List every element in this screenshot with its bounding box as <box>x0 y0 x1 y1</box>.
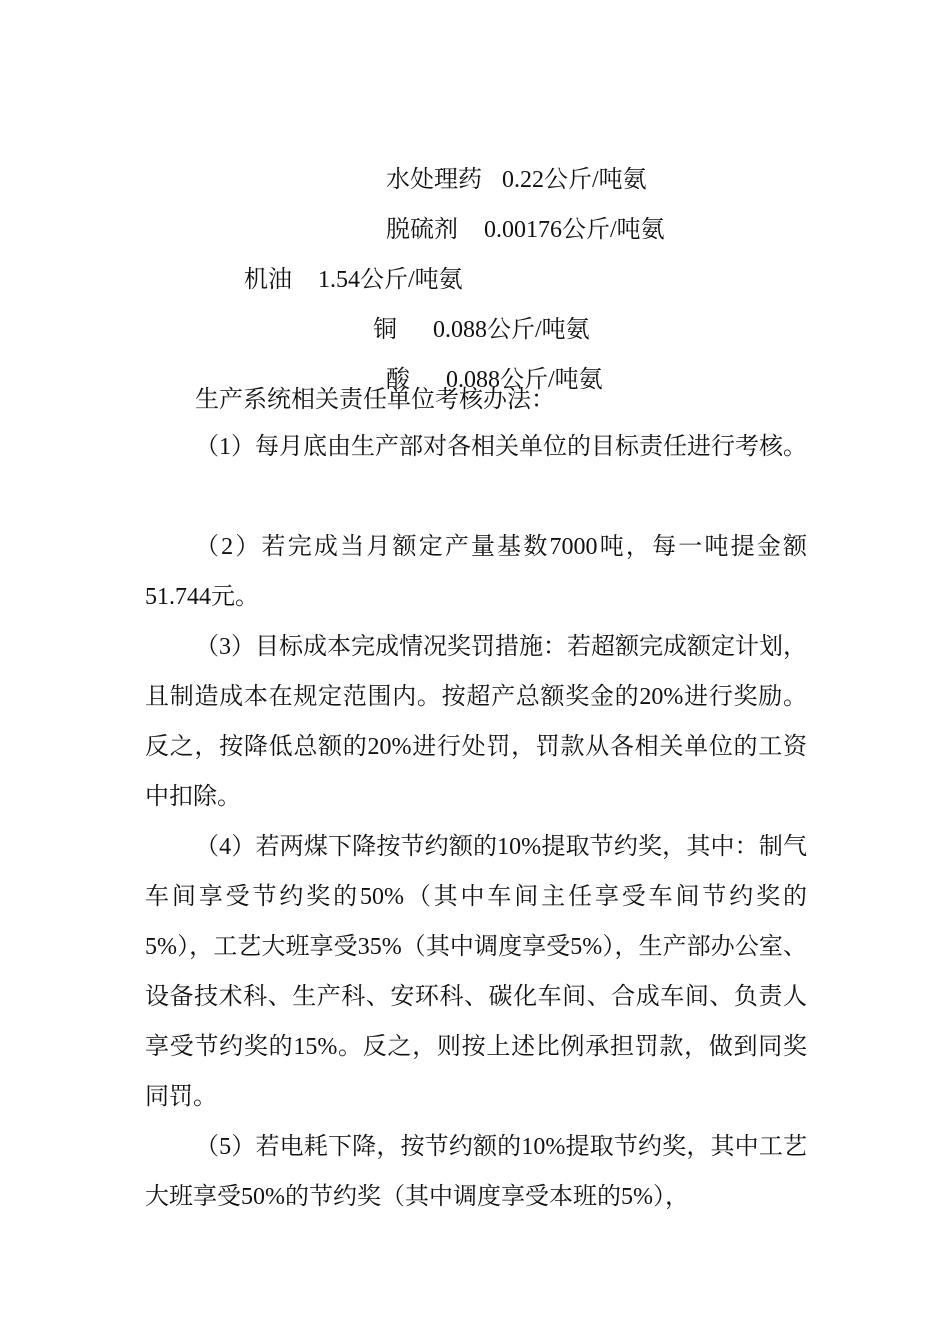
item-label: 酸 <box>386 367 410 393</box>
item-value: 1.54公斤/吨氨 <box>318 267 463 293</box>
paragraph-4: （4）若两煤下降按节约额的10%提取节约奖，其中：制气车间享受节约奖的50%（其中车间主任享受车间节约奖的5%），工艺大班享受35%（其中调度享受5%），生产部办公室、设备技术科、生产科、安环科、碳化车间、合成车间、负责人享受节约奖的15%。反之，则按上述比例承担罚款，做到同奖同罚。 <box>145 834 807 1110</box>
paragraph-2: （2）若完成当月额定产量基数7000吨，每一吨提金额51.744元。 <box>145 534 807 610</box>
item-value: 0.088公斤/吨氨 <box>433 317 590 343</box>
item-value: 0.00176公斤/吨氨 <box>484 217 665 243</box>
item-label: 脱硫剂 <box>386 217 458 243</box>
item-value: 0.22公斤/吨氨 <box>502 167 647 193</box>
item-value: 0.088公斤/吨氨 <box>446 367 603 393</box>
paragraph-5: （5）若电耗下降，按节约额的10%提取节约奖，其中工艺大班享受50%的节约奖（其中调度享受本班的5%）， <box>145 1134 807 1210</box>
section-heading: 生产系统相关责任单位考核办法： <box>195 387 555 413</box>
item-label: 铜 <box>373 317 397 343</box>
paragraph-1: （1）每月底由生产部对各相关单位的目标责任进行考核。 <box>195 434 807 460</box>
item-label: 机油 <box>244 267 292 293</box>
item-label: 水处理药 <box>386 167 482 193</box>
paragraph-3: （3）目标成本完成情况奖罚措施：若超额完成额定计划，且制造成本在规定范围内。按超产总额奖金的20%进行奖励。反之，按降低总额的20%进行处罚，罚款从各相关单位的工资中扣除。 <box>145 634 807 810</box>
